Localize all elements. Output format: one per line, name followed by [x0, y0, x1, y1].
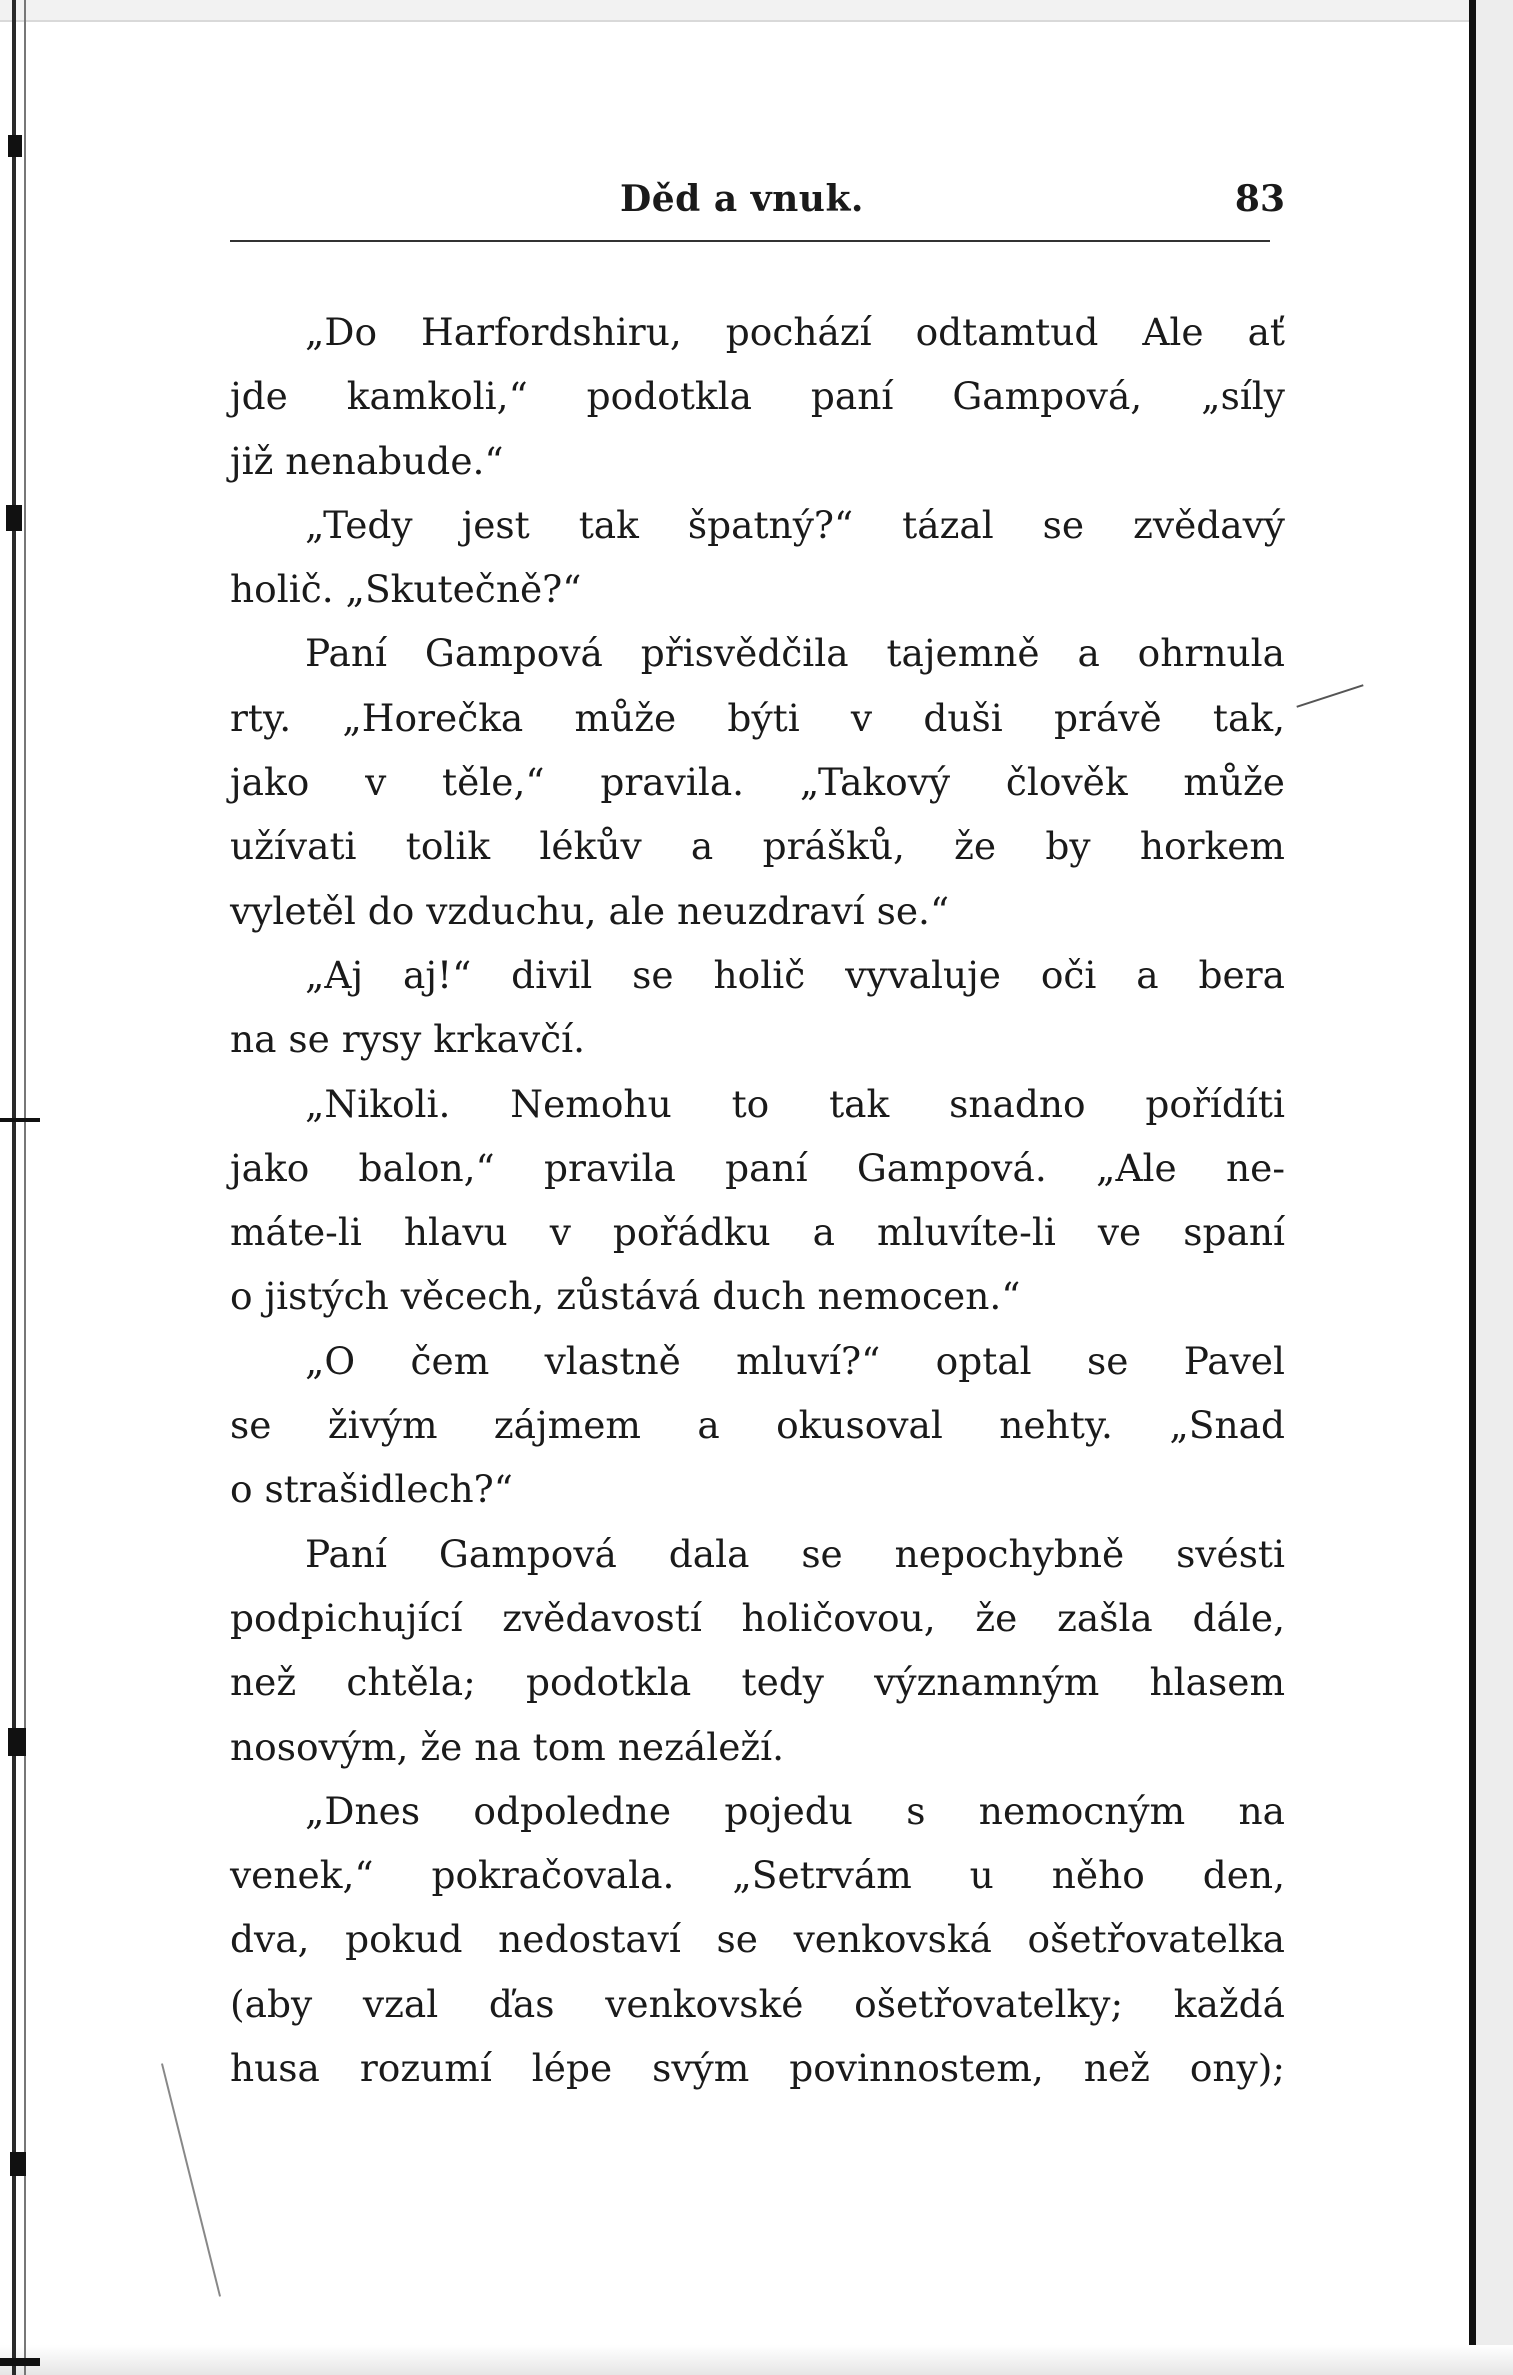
- scan-artifact: [1296, 684, 1363, 708]
- text-line: jako v těle,“ pravila. „Takový člověk může: [230, 760, 1285, 805]
- scan-artifact: [161, 2063, 221, 2296]
- text-line: jde kamkoli,“ podotkla paní Gampová, „síly: [230, 374, 1285, 419]
- text-line: jako balon,“ pravila paní Gampová. „Ale ne-: [230, 1145, 1285, 1190]
- body-text: [230, 300, 1285, 2100]
- text-line: holič. „Skutečně?“: [230, 567, 582, 612]
- page-right-edge: [1469, 0, 1476, 2375]
- page-number: 83: [1234, 178, 1285, 220]
- book-binding-edge: [0, 0, 40, 2375]
- text-line: husa rozumí lépe svým povinnostem, než ony);: [230, 2046, 1285, 2091]
- running-title: Děd a vnuk.: [620, 178, 864, 220]
- text-line: venek,“ pokračovala. „Setrvám u něho den,: [230, 1853, 1285, 1898]
- header-rule: [230, 240, 1270, 242]
- text-line: podpichující zvědavostí holičovou, že zašla dále,: [230, 1595, 1285, 1640]
- text-line: „Dnes odpoledne pojedu s nemocným na: [305, 1788, 1285, 1833]
- binding-mark: [8, 1728, 26, 1756]
- text-line: se živým zájmem a okusoval nehty. „Snad: [230, 1403, 1285, 1448]
- text-line: již nenabude.“: [230, 438, 504, 483]
- text-line: „Tedy jest tak špatný?“ tázal se zvědavý: [305, 502, 1285, 547]
- text-line: „Aj aj!“ divil se holič vyvaluje oči a bera: [305, 952, 1285, 997]
- text-line: „Nikoli. Nemohu to tak snadno pořídíti: [305, 1081, 1285, 1126]
- text-line: „O čem vlastně mluví?“ optal se Pavel: [305, 1338, 1285, 1383]
- binding-line: [24, 0, 26, 2375]
- text-line: na se rysy krkavčí.: [230, 1017, 586, 1062]
- binding-line: [12, 0, 16, 2375]
- book-page: [230, 150, 1285, 2091]
- text-line: než chtěla; podotkla tedy významným hlasem: [230, 1660, 1285, 1705]
- text-line: užívati tolik lékův a prášků, že by horkem: [230, 824, 1285, 869]
- text-line: máte-li hlavu v pořádku a mluvíte-li ve spaní: [230, 1210, 1285, 1255]
- text-line: nosovým, že na tom nezáleží.: [230, 1724, 785, 1769]
- running-header: [230, 150, 1285, 220]
- text-line: Paní Gampová přisvědčila tajemně a ohrnula: [305, 631, 1285, 676]
- text-line: Paní Gampová dala se nepochybně svésti: [305, 1531, 1285, 1576]
- page-bottom-edge: [0, 2345, 1513, 2375]
- text-line: vyletěl do vzduchu, ale neuzdraví se.“: [230, 888, 950, 933]
- text-line: dva, pokud nedostaví se venkovská ošetřovatelka: [230, 1917, 1285, 1962]
- text-line: o jistých věcech, zůstává duch nemocen.“: [230, 1274, 1021, 1319]
- text-line: o strašidlech?“: [230, 1467, 513, 1512]
- binding-mark: [6, 505, 22, 531]
- text-line: (aby vzal ďas venkovské ošetřovatelky; každá: [230, 1981, 1285, 2026]
- page-top-edge: [0, 0, 1513, 22]
- binding-mark: [8, 135, 22, 157]
- binding-mark: [0, 1118, 40, 1122]
- page-right-margin: [1471, 0, 1513, 2375]
- binding-mark: [10, 2152, 26, 2176]
- binding-mark: [0, 2358, 40, 2366]
- text-line: „Do Harfordshiru, pochází odtamtud Ale ať: [305, 310, 1285, 354]
- text-line: rty. „Horečka může býti v duši právě tak,: [230, 695, 1285, 740]
